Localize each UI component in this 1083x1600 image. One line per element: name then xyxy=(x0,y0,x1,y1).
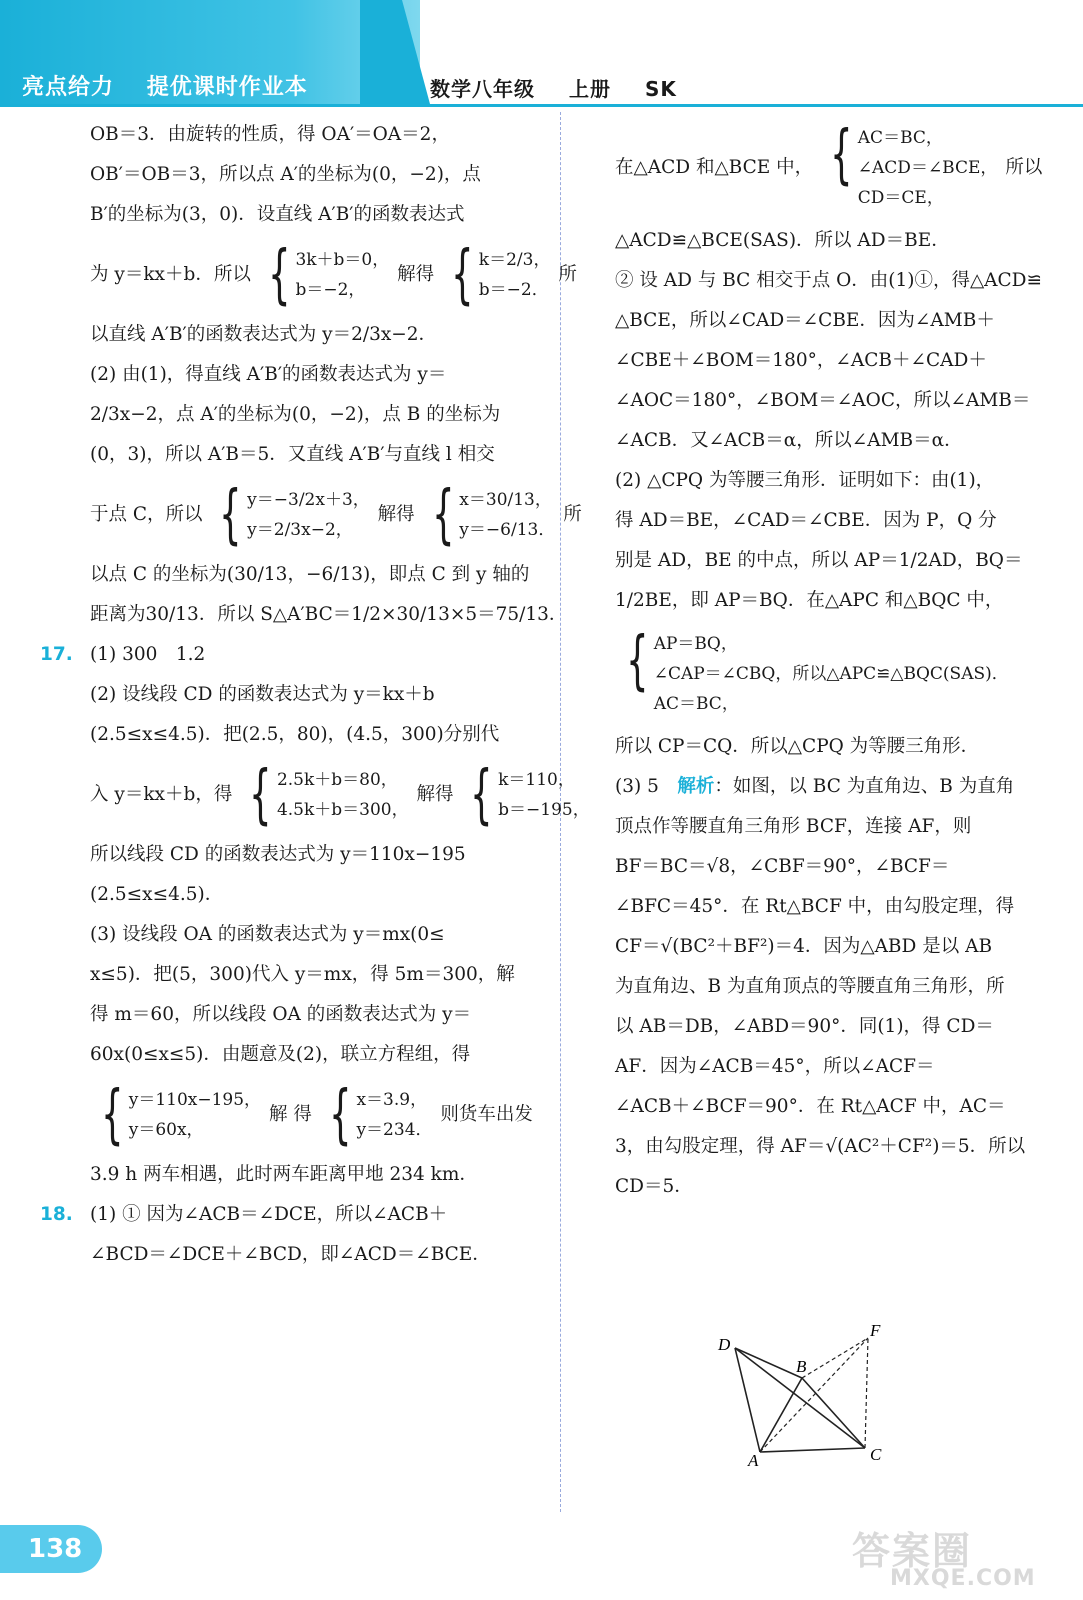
text-line: (2) 由(1)，得直线 A′B′的函数表达式为 y＝ xyxy=(90,364,447,385)
text-line: ∠ACB．又∠ACB＝α，所以∠AMB＝α． xyxy=(615,430,963,451)
geometry-figure xyxy=(710,1320,910,1470)
text-span: 所 xyxy=(558,264,577,285)
header-subject xyxy=(430,73,703,102)
text-line: 所以线段 CD 的函数表达式为 y＝110x−195 xyxy=(90,844,466,865)
text-line: AF．因为∠ACB＝45°，所以∠ACF＝ xyxy=(615,1056,935,1077)
text-line: (2.5≤x≤4.5)． xyxy=(90,884,224,905)
equation-line xyxy=(90,1075,545,1155)
text-line: 以 AB＝DB，∠ABD＝90°．同(1)，得 CD＝ xyxy=(615,1016,994,1037)
segment-AF xyxy=(760,1338,868,1452)
segment-CF xyxy=(865,1338,868,1448)
brace: { xyxy=(626,624,649,698)
series-name: 提优课时作业本 xyxy=(146,75,308,100)
text-line: ∠CBE＋∠BOM＝180°，∠ACB＋∠CAD＋ xyxy=(615,350,987,371)
brace: { xyxy=(830,118,853,192)
analysis-label: 解析 xyxy=(677,776,715,797)
text-span: ：如图，以 BC 为直角边、B 为直角 xyxy=(714,776,1015,797)
equation: CD＝CE， xyxy=(857,188,944,208)
watermark xyxy=(842,1520,1072,1596)
text-line: (2) 设线段 CD 的函数表达式为 y＝kx＋b xyxy=(90,684,435,705)
brace: { xyxy=(101,1078,124,1152)
question-number: 18. xyxy=(40,1204,73,1225)
question-line xyxy=(40,1195,545,1235)
text-line: (2.5≤x≤4.5)．把(2.5，80)，(4.5，300)分别代 xyxy=(90,724,500,745)
equation-system xyxy=(320,1078,433,1152)
label-A: A xyxy=(748,1451,759,1470)
equation: AC＝BC， xyxy=(857,128,943,148)
text-line: 为直角边、B 为直角顶点的等腰直角三角形，所 xyxy=(615,976,1005,997)
equation: AC＝BC， xyxy=(653,694,739,714)
watermark-logo-text: 答案圈 xyxy=(852,1529,973,1573)
question-line xyxy=(40,635,545,675)
brace: { xyxy=(431,478,455,552)
label-F: F xyxy=(870,1321,881,1340)
edition-name: SK xyxy=(644,77,677,101)
label-C: C xyxy=(870,1445,882,1464)
text-line: 以直线 A′B′的函数表达式为 y＝2/3x−2． xyxy=(90,324,438,345)
text-line: ∠BFC＝45°．在 Rt△BCF 中，由勾股定理，得 xyxy=(615,896,1015,917)
text-line: ② 设 AD 与 BC 相交于点 O．由(1)①，得△ACD≌ xyxy=(615,270,1043,291)
equation: b＝−2， xyxy=(295,280,366,300)
brace: { xyxy=(451,238,474,312)
equation: 3k＋b＝0， xyxy=(295,250,390,270)
equation-system xyxy=(240,758,409,832)
brace: { xyxy=(267,238,291,312)
text-span: 解得 xyxy=(377,504,415,525)
equation-system xyxy=(259,238,390,312)
segment-AC xyxy=(760,1448,865,1452)
text-line: CD＝5． xyxy=(615,1176,693,1197)
equation: x＝30/13， xyxy=(459,490,552,510)
text-line: (2) △CPQ 为等腰三角形．证明如下：由(1)， xyxy=(615,470,995,491)
text-span: (1) ① 因为∠ACB＝∠DCE，所以∠ACB＋ xyxy=(90,1204,448,1225)
equation: 2.5k＋b＝80， xyxy=(276,770,398,790)
segment-BC xyxy=(802,1378,865,1448)
text-span: 所 xyxy=(563,504,582,525)
text-line: 别是 AD，BE 的中点，所以 AP＝1/2AD，BQ＝ xyxy=(615,550,1023,571)
text-span: 为 y＝kx＋b．所以 xyxy=(90,264,251,285)
text-line: 60x(0≤x≤5)．由题意及(2)，联立方程组，得 xyxy=(90,1044,471,1065)
text-line: △BCE，所以∠CAD＝∠CBE．因为∠AMB＋ xyxy=(615,310,995,331)
text-span: 入 y＝kx＋b，得 xyxy=(90,784,233,805)
text-line: ∠BCD＝∠DCE＋∠BCD，即∠ACD＝∠BCE． xyxy=(90,1244,491,1265)
equation-system xyxy=(617,624,1009,719)
equation: k＝2/3， xyxy=(478,250,551,270)
equation-line xyxy=(90,475,582,555)
text-line: 2/3x−2，点 A′的坐标为(0，−2)，点 B 的坐标为 xyxy=(90,404,501,425)
text-line: △ACD≌△BCE(SAS)．所以 AD＝BE． xyxy=(615,230,950,251)
text-span: 于点 C，所以 xyxy=(90,504,203,525)
text-span: (3) 5 xyxy=(615,776,678,797)
equation: AP＝BQ， xyxy=(653,634,738,654)
text-span: 解 得 xyxy=(268,1104,312,1125)
question-number: 17. xyxy=(40,644,73,665)
brace: { xyxy=(328,1078,352,1152)
text-line: 得 AD＝BE，∠CAD＝∠CBE．因为 P，Q 分 xyxy=(615,510,997,531)
text-line: 以点 C 的坐标为(30/13，−6/13)，即点 C 到 y 轴的 xyxy=(90,564,530,585)
text-line: 得 m＝60，所以线段 OA 的函数表达式为 y＝ xyxy=(90,1004,472,1025)
equation: y＝−6/13． xyxy=(459,520,556,540)
equation: y＝110x−195， xyxy=(128,1090,262,1110)
equation: b＝−195， xyxy=(498,800,590,820)
text-line: CF＝√(BC²＋BF²)＝4．因为△ABD 是以 AB xyxy=(615,936,993,957)
brace: { xyxy=(219,478,242,552)
equation-line xyxy=(90,235,577,315)
volume-name: 上册 xyxy=(568,77,611,101)
equation-system xyxy=(442,238,551,312)
subject-name: 数学八年级 xyxy=(430,77,535,101)
text-line: B′的坐标为(3，0)．设直线 A′B′的函数表达式 xyxy=(90,204,465,225)
brace: { xyxy=(249,758,272,832)
equation: ∠ACD＝∠BCE， xyxy=(857,158,998,178)
text-line: OB′＝OB＝3，所以点 A′的坐标为(0，−2)，点 xyxy=(90,164,481,185)
text-line: 3.9 h 两车相遇，此时两车距离甲地 234 km． xyxy=(90,1164,478,1185)
text-line: 1/2BE，即 AP＝BQ．在△APC 和△BQC 中， xyxy=(615,590,1004,611)
text-line: 所以 CP＝CQ．所以△CPQ 为等腰三角形． xyxy=(615,736,980,757)
equation: y＝2/3x−2， xyxy=(247,520,353,540)
left-column xyxy=(40,115,590,1275)
equation-line xyxy=(615,115,1060,221)
equation: b＝−2． xyxy=(478,280,549,300)
equation-system xyxy=(210,478,370,552)
header-brand xyxy=(22,70,332,101)
equation: y＝−3/2x＋3， xyxy=(247,490,370,510)
page-number: 138 xyxy=(0,1525,102,1573)
label-B: B xyxy=(796,1357,807,1376)
text-span: 所以 xyxy=(1005,157,1043,178)
equation-system xyxy=(461,758,590,832)
equation: x＝3.9， xyxy=(356,1090,428,1110)
equation: y＝60x， xyxy=(128,1120,204,1140)
equation: 4.5k＋b＝300， xyxy=(276,800,409,820)
equation-system xyxy=(92,1078,262,1152)
text-line: (3) 设线段 OA 的函数表达式为 y＝mx(0≤ xyxy=(90,924,445,945)
brand-name: 亮点给力 xyxy=(22,75,115,100)
equation-system xyxy=(821,118,998,213)
text-line: BF＝BC＝√8，∠CBF＝90°，∠BCF＝ xyxy=(615,856,950,877)
text-span: 解得 xyxy=(416,784,454,805)
header-rule xyxy=(0,104,1083,107)
watermark-url: MXQE.COM xyxy=(890,1566,1036,1591)
text-line: ∠ACB＋∠BCF＝90°．在 Rt△ACF 中，AC＝ xyxy=(615,1096,1006,1117)
label-D: D xyxy=(718,1335,731,1354)
equation: y＝234． xyxy=(356,1120,433,1140)
text-line: ∠AOC＝180°，∠BOM＝∠AOC，所以∠AMB＝ xyxy=(615,390,1031,411)
brace: { xyxy=(470,758,493,832)
text-span: (1) 300 1.2 xyxy=(90,644,206,665)
segment-BF xyxy=(802,1338,868,1378)
equation-line xyxy=(615,621,1060,727)
equation-system xyxy=(423,478,556,552)
text-line: 距离为30/13．所以 S△A′BC＝1/2×30/13×5＝75/13． xyxy=(90,604,568,625)
text-line: x≤5)．把(5，300)代入 y＝mx，得 5m＝300，解 xyxy=(90,964,515,985)
analysis-line xyxy=(615,767,1060,807)
right-column xyxy=(615,115,1060,1207)
text-line: (0，3)，所以 A′B＝5．又直线 A′B′与直线 l 相交 xyxy=(90,444,495,465)
text-line: 3，由勾股定理，得 AF＝√(AC²＋CF²)＝5．所以 xyxy=(615,1136,1026,1157)
equation: ∠CAP＝∠CBQ，所以△APC≌△BQC(SAS)． xyxy=(653,664,1009,684)
equation: k＝110， xyxy=(498,770,575,790)
text-span: 在△ACD 和△BCE 中， xyxy=(615,157,814,178)
equation-line xyxy=(90,755,590,835)
text-span: 则货车出发 xyxy=(440,1104,533,1125)
text-line: 顶点作等腰直角三角形 BCF，连接 AF，则 xyxy=(615,816,972,837)
text-span: 解得 xyxy=(397,264,435,285)
text-line: OB＝3．由旋转的性质，得 OA′＝OA＝2， xyxy=(90,124,450,145)
